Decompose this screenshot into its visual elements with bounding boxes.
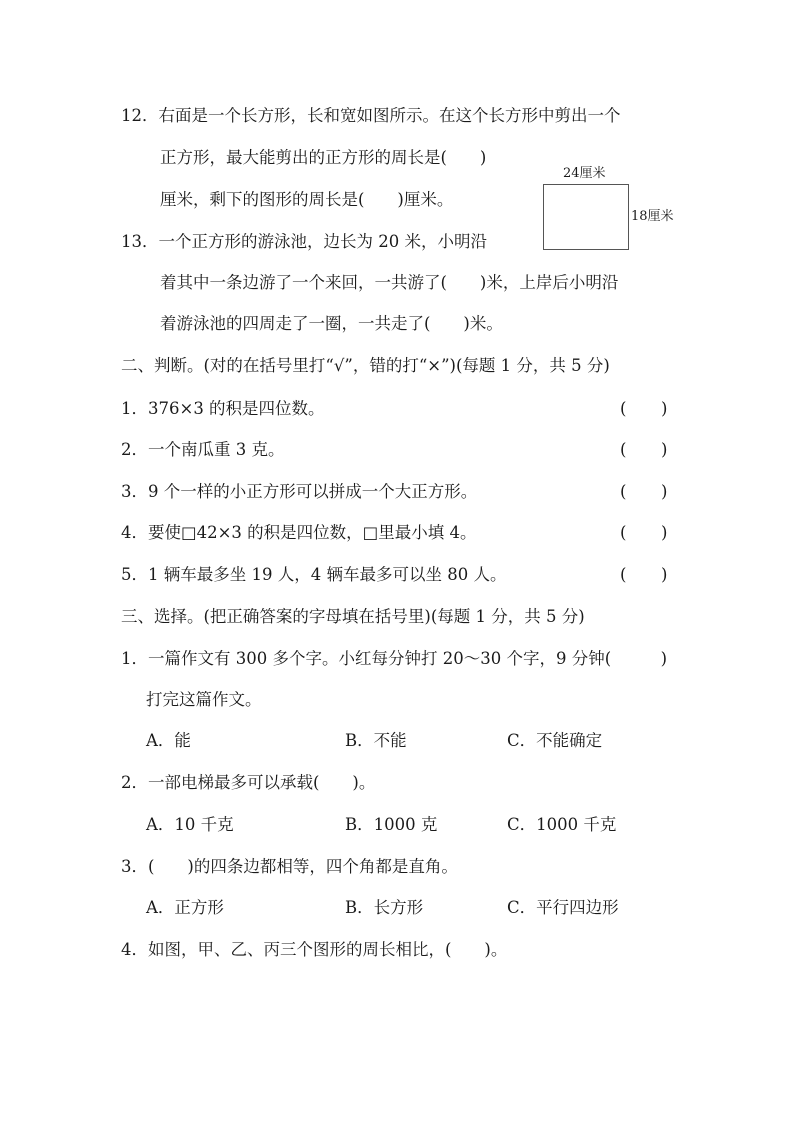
paren-left: ( (620, 440, 627, 459)
paren-left: ( (620, 482, 627, 501)
paren-left: ( (620, 523, 627, 542)
choice-q4-line-1: 4．如图，甲、乙、丙三个图形的周长相比，( )。 (121, 940, 508, 959)
choice-q3-line-1: 3．( )的四条边都相等，四个角都是直角。 (121, 857, 458, 876)
q13-line-1: 13．一个正方形的游泳池，边长为 20 米，小明沿 (121, 232, 487, 251)
rectangle-figure (543, 184, 629, 250)
paren-right: ) (661, 523, 668, 542)
choice-q3-option-c[interactable]: C．平行四边形 (507, 898, 619, 917)
figure-width-label: 18厘米 (631, 209, 674, 224)
judge-item-3: 3．9 个一样的小正方形可以拼成一个大正方形。 (121, 482, 478, 501)
figure-length-label: 24厘米 (563, 166, 606, 181)
choice-q3-option-a[interactable]: A．正方形 (146, 898, 224, 917)
choice-q1-line-2: 打完这篇作文。 (146, 690, 262, 709)
paren-right: ) (661, 565, 668, 584)
choice-q3-option-b[interactable]: B．长方形 (345, 898, 424, 917)
paren-right: ) (661, 482, 668, 501)
q12-line-3: 厘米，剩下的图形的周长是( )厘米。 (160, 190, 454, 209)
paren-left: ( (620, 399, 627, 418)
paren-right: ) (661, 440, 668, 459)
choice-q2-option-b[interactable]: B．1000 克 (345, 815, 438, 834)
paren-left: ( (620, 565, 627, 584)
judge-item-2: 2．一个南瓜重 3 克。 (121, 440, 285, 459)
section2-heading: 二、判断。(对的在括号里打“√”，错的打“×”)(每题 1 分，共 5 分) (121, 356, 610, 375)
q12-line-1: 12．右面是一个长方形，长和宽如图所示。在这个长方形中剪出一个 (121, 106, 621, 125)
choice-q1-option-b[interactable]: B．不能 (345, 731, 407, 750)
choice-q2-line-1: 2．一部电梯最多可以承载( )。 (121, 773, 376, 792)
choice-q1-line-1: 1．一篇作文有 300 多个字。小红每分钟打 20～30 个字，9 分钟( ) (121, 649, 668, 668)
judge-item-4: 4．要使□42×3 的积是四位数，□里最小填 4。 (121, 523, 477, 542)
choice-q2-option-c[interactable]: C．1000 千克 (507, 815, 617, 834)
q13-line-3: 着游泳池的四周走了一圈，一共走了( )米。 (160, 314, 503, 333)
paren-right: ) (661, 399, 668, 418)
choice-q1-option-a[interactable]: A．能 (146, 731, 191, 750)
choice-q2-option-a[interactable]: A．10 千克 (146, 815, 234, 834)
q13-line-2: 着其中一条边游了一个来回，一共游了( )米，上岸后小明沿 (160, 273, 619, 292)
choice-q1-option-c[interactable]: C．不能确定 (507, 731, 603, 750)
judge-item-5: 5．1 辆车最多坐 19 人，4 辆车最多可以坐 80 人。 (121, 565, 507, 584)
section3-heading: 三、选择。(把正确答案的字母填在括号里)(每题 1 分，共 5 分) (121, 607, 585, 626)
judge-item-1: 1．376×3 的积是四位数。 (121, 399, 325, 418)
q12-line-2: 正方形，最大能剪出的正方形的周长是( ) (160, 148, 487, 167)
